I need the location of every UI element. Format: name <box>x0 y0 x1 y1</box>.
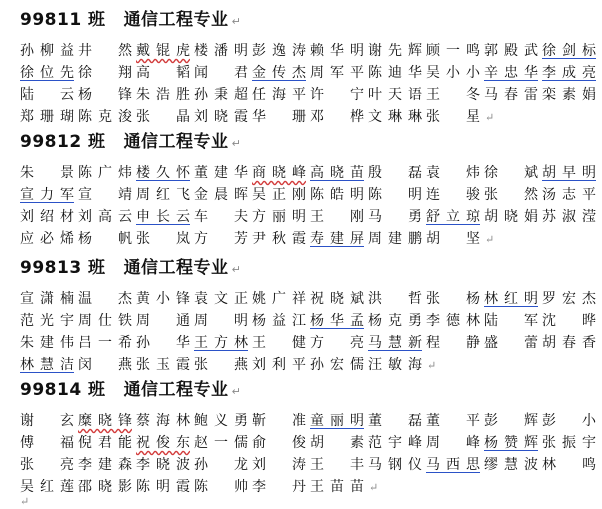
major-title: 通信工程专业 <box>123 380 229 400</box>
student-name: 范光宇 <box>20 313 74 329</box>
student-name: 刘高云 <box>78 209 132 225</box>
student-name: 栾素娟 <box>542 87 596 103</box>
student-name: 王 丰 <box>310 457 364 473</box>
student-name: 李晓波 <box>136 457 190 473</box>
student-name: 张 晶 <box>136 109 190 125</box>
student-name: 张 星 <box>426 109 480 125</box>
student-name: 谢 玄 <box>20 413 74 429</box>
student-name: 袁文正 <box>194 291 248 307</box>
student-name: 陈 帅 <box>194 479 248 495</box>
student-name: 徐剑标 <box>542 43 596 59</box>
student-name: 闵 燕 <box>78 357 132 373</box>
student-name: 应必烯 <box>20 231 74 247</box>
student-name: 马西思 <box>426 457 480 473</box>
student-name: 刘绍材 <box>20 209 74 225</box>
student-name: 孙 华 <box>136 335 190 351</box>
paragraph-mark: ↵ <box>231 137 242 150</box>
student-name: 宣 靖 <box>78 187 132 203</box>
name-row <box>20 354 600 376</box>
major-title: 通信工程专业 <box>123 132 229 152</box>
student-name: 汤志平 <box>542 187 596 203</box>
student-name: 华 珊 <box>252 109 306 125</box>
student-name: 徐位先 <box>20 65 74 81</box>
student-name: 寿建屏 <box>310 231 364 247</box>
name-row <box>20 332 600 354</box>
student-name: 高晓苗 <box>310 165 364 181</box>
student-name: 糜晓锋 <box>78 413 132 429</box>
student-name: 彭 小 <box>542 413 596 429</box>
student-name: 孙 龙 <box>194 457 248 473</box>
major-title: 通信工程专业 <box>123 258 229 278</box>
student-name: 陈广炜 <box>78 165 132 181</box>
student-name: 周 峰 <box>426 435 480 451</box>
student-name: 童丽明 <box>310 413 364 429</box>
student-name: 杨 帆 <box>78 231 132 247</box>
name-row <box>20 40 600 62</box>
student-name: 朱浩胜 <box>136 87 190 103</box>
student-name: 连 骏 <box>426 187 480 203</box>
name-row <box>20 310 600 332</box>
student-name: 刘利平 <box>252 357 306 373</box>
student-name: 吴红莲 <box>20 479 74 495</box>
student-name: 温 杰 <box>78 291 132 307</box>
student-name: 朱建伟 <box>20 335 74 351</box>
student-name: 郑珊瑚 <box>20 109 74 125</box>
student-name: 陆 军 <box>484 313 538 329</box>
student-name: 闻 君 <box>194 65 248 81</box>
student-name: 汪敏海 <box>368 357 422 373</box>
student-name: 金晨晖 <box>194 187 248 203</box>
student-name: 杨华孟 <box>310 313 364 329</box>
student-name: 徐 翔 <box>78 65 132 81</box>
class-heading <box>20 378 241 402</box>
student-name: 董 平 <box>426 413 480 429</box>
name-row <box>20 454 600 476</box>
name-row <box>20 476 600 498</box>
end-paragraph-mark: ↵ <box>20 495 30 508</box>
student-name: 车 夫 <box>194 209 248 225</box>
student-name: 戴锟虎 <box>136 43 190 59</box>
student-name: 鲍义勇 <box>194 413 248 429</box>
student-name: 朱 景 <box>20 165 74 181</box>
student-name: 周仕铁 <box>78 313 132 329</box>
student-name: 许 宁 <box>310 87 364 103</box>
class-code: 99812 班 <box>20 132 106 152</box>
student-name: 吕一希 <box>78 335 132 351</box>
name-row <box>20 162 600 184</box>
student-name: 方 亮 <box>310 335 364 351</box>
paragraph-mark: ↵ <box>231 385 242 398</box>
student-name: 罗宏杰 <box>542 291 596 307</box>
student-name: 井 然 <box>78 43 132 59</box>
student-name: 祝俊东 <box>136 435 190 451</box>
student-name: 马钢仪 <box>368 457 422 473</box>
student-name: 杨克勇 <box>368 313 422 329</box>
student-name: 叶天语 <box>368 87 422 103</box>
student-name: 沈 晔 <box>542 313 596 329</box>
name-row <box>20 432 600 454</box>
student-name: 张 杨 <box>426 291 480 307</box>
student-name: 苏淑滢 <box>542 209 596 225</box>
student-name: 赖华明 <box>310 43 364 59</box>
student-name: 董建华 <box>194 165 248 181</box>
student-name: 李德林 <box>426 313 480 329</box>
student-name: 邵晓影 <box>78 479 132 495</box>
name-row <box>20 228 600 250</box>
student-name: 孙柳益 <box>20 43 74 59</box>
student-name: 陈迪华 <box>368 65 422 81</box>
paragraph-mark: ↵ <box>231 263 242 276</box>
student-name: 文琳琳 <box>368 109 422 125</box>
student-name: 谢先辉 <box>368 43 422 59</box>
student-name: 赵一儒 <box>194 435 248 451</box>
student-name: 杨 锋 <box>78 87 132 103</box>
student-name: 张 燕 <box>194 357 248 373</box>
student-name: 彭逸涛 <box>252 43 306 59</box>
student-name: 陈 明 <box>368 187 422 203</box>
student-name: 周红飞 <box>136 187 190 203</box>
student-name: 张振宇 <box>542 435 596 451</box>
student-name: 邓 桦 <box>310 109 364 125</box>
student-name: 任海平 <box>252 87 306 103</box>
student-name: 杨赞辉 <box>484 435 538 451</box>
student-name: 徐 斌 <box>484 165 538 181</box>
student-name: 王苗苗 <box>310 479 364 495</box>
student-name: 胡 素 <box>310 435 364 451</box>
student-name: 董 磊 <box>368 413 422 429</box>
student-name: 尹秋霞 <box>252 231 306 247</box>
student-name: 祝晓斌 <box>310 291 364 307</box>
student-name: 陈克浚 <box>78 109 132 125</box>
student-name: 俞 俊 <box>252 435 306 451</box>
student-name: 楼久怀 <box>136 165 190 181</box>
student-name: 盛 蕾 <box>484 335 538 351</box>
paragraph-mark: ↵ <box>485 111 495 124</box>
student-name: 张 然 <box>484 187 538 203</box>
student-name: 周 通 <box>136 313 190 329</box>
student-name: 刘 涛 <box>252 457 306 473</box>
student-name: 周军平 <box>310 65 364 81</box>
name-row <box>20 106 600 128</box>
student-name: 胡晓娟 <box>484 209 538 225</box>
student-name: 殷 磊 <box>368 165 422 181</box>
student-name: 舒立琼 <box>426 209 480 225</box>
student-name: 陆 云 <box>20 87 74 103</box>
student-name: 王 刚 <box>310 209 364 225</box>
student-name: 申长云 <box>136 209 190 225</box>
student-name: 马春雷 <box>484 87 538 103</box>
student-name: 倪君能 <box>78 435 132 451</box>
student-name: 顾一鸣 <box>426 43 480 59</box>
class-heading <box>20 8 241 32</box>
student-name: 商晓峰 <box>252 165 306 181</box>
student-name: 辛忠华 <box>484 65 538 81</box>
student-name: 宣潇楠 <box>20 291 74 307</box>
student-name: 宣力军 <box>20 187 74 203</box>
student-name: 方丽明 <box>252 209 306 225</box>
student-name: 孙宏儒 <box>310 357 364 373</box>
student-name: 周建鹏 <box>368 231 422 247</box>
student-name: 范宇峰 <box>368 435 422 451</box>
name-row <box>20 184 600 206</box>
student-name: 金传杰 <box>252 65 306 81</box>
student-name: 傅 福 <box>20 435 74 451</box>
student-name: 李建森 <box>78 457 132 473</box>
student-name: 陈皓明 <box>310 187 364 203</box>
paragraph-mark: ↵ <box>427 359 437 372</box>
student-name: 马 勇 <box>368 209 422 225</box>
student-name: 黄小锋 <box>136 291 190 307</box>
student-name: 马慧新 <box>368 335 422 351</box>
class-heading <box>20 130 241 154</box>
student-name: 刘晓霞 <box>194 109 248 125</box>
student-name: 李 丹 <box>252 479 306 495</box>
class-code: 99814 班 <box>20 380 106 400</box>
paragraph-mark: ↵ <box>485 233 495 246</box>
student-name: 王 健 <box>252 335 306 351</box>
student-name: 林慧洁 <box>20 357 74 373</box>
name-row <box>20 206 600 228</box>
name-row <box>20 62 600 84</box>
student-name: 林红明 <box>484 291 538 307</box>
student-name: 胡早明 <box>542 165 596 181</box>
student-name: 方 芳 <box>194 231 248 247</box>
class-code: 99813 班 <box>20 258 106 278</box>
student-name: 袁 炜 <box>426 165 480 181</box>
name-row <box>20 84 600 106</box>
student-name: 郭殿武 <box>484 43 538 59</box>
student-name: 缪慧波 <box>484 457 538 473</box>
class-heading <box>20 256 241 280</box>
student-name: 楼潘明 <box>194 43 248 59</box>
student-name: 张玉霞 <box>136 357 190 373</box>
student-name: 程 静 <box>426 335 480 351</box>
student-name: 王方林 <box>194 335 248 351</box>
student-name: 靳 准 <box>252 413 306 429</box>
name-row <box>20 288 600 310</box>
student-name: 陈明霞 <box>136 479 190 495</box>
student-name: 洪 哲 <box>368 291 422 307</box>
student-name: 李成亮 <box>542 65 596 81</box>
student-name: 王 冬 <box>426 87 480 103</box>
major-title: 通信工程专业 <box>123 10 229 30</box>
student-name: 蔡海林 <box>136 413 190 429</box>
student-name: 周 明 <box>194 313 248 329</box>
student-name: 吴正刚 <box>252 187 306 203</box>
student-name: 彭 辉 <box>484 413 538 429</box>
student-name: 林 鸣 <box>542 457 596 473</box>
student-name: 张 岚 <box>136 231 190 247</box>
student-name: 孙秉超 <box>194 87 248 103</box>
paragraph-mark: ↵ <box>369 481 379 494</box>
student-name: 姚广祥 <box>252 291 306 307</box>
student-name: 胡 坚 <box>426 231 480 247</box>
student-name: 高 韬 <box>136 65 190 81</box>
name-row <box>20 410 600 432</box>
student-name: 胡春香 <box>542 335 596 351</box>
paragraph-mark: ↵ <box>231 15 242 28</box>
student-name: 杨益江 <box>252 313 306 329</box>
student-name: 吴小小 <box>426 65 480 81</box>
class-code: 99811 班 <box>20 10 106 30</box>
student-name: 张 亮 <box>20 457 74 473</box>
